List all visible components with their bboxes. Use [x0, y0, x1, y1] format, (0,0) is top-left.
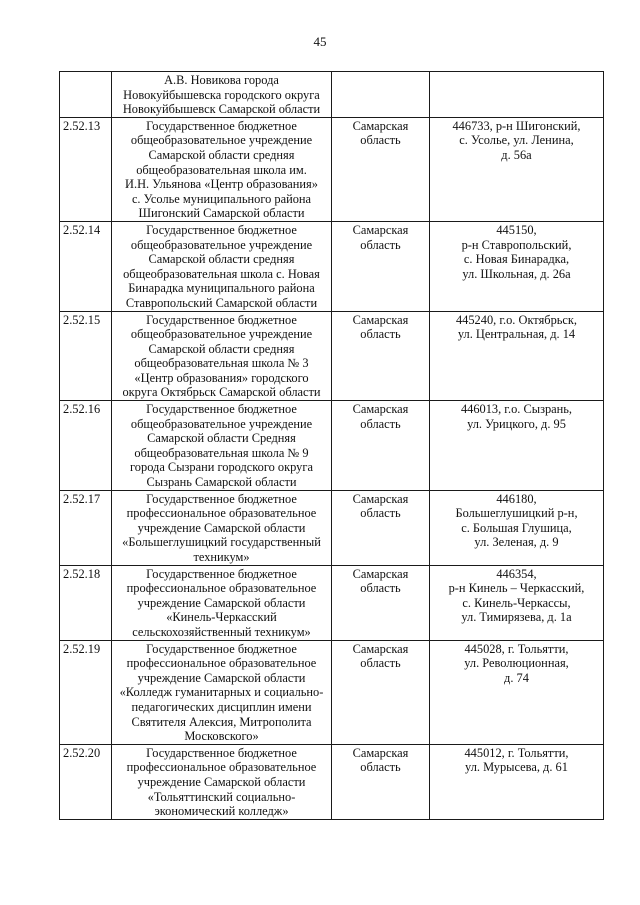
address-line: 446180,	[496, 491, 537, 506]
address-line: ул. Тимирязева, д. 1а	[461, 610, 572, 625]
address-line: д. 56а	[501, 147, 532, 162]
address-line: ул. Мурысева, д. 61	[465, 760, 568, 775]
institution-name-line: Государственное бюджетное	[146, 745, 297, 760]
row-number: 2.52.16	[63, 402, 101, 417]
region-line: Самарская	[352, 745, 409, 760]
address-line: д. 74	[504, 670, 529, 685]
table-row	[60, 744, 604, 819]
institution-name-line: города Сызрани городского округа	[130, 460, 313, 475]
address-cell	[430, 401, 604, 491]
institution-name-line: Шигонский Самарской области	[138, 206, 305, 221]
address-line: 445028, г. Тольятти,	[464, 641, 569, 656]
row-number-cell	[60, 744, 112, 819]
institution-name-line: учреждение Самарской области	[137, 520, 306, 535]
institution-name-line: экономический колледж»	[154, 804, 289, 819]
region-cell	[332, 490, 430, 565]
address-line: ул. Революционная,	[464, 656, 569, 671]
address-cell	[430, 490, 604, 565]
row-number-cell	[60, 640, 112, 744]
institution-name-line: общеобразовательное учреждение	[130, 133, 313, 148]
institution-name-line: Ставропольский Самарской области	[125, 295, 318, 310]
address-line: с. Кинель-Черкассы,	[462, 595, 571, 610]
institution-name-line: педагогических дисциплин имени	[131, 699, 312, 714]
region-line: Самарская	[352, 566, 409, 581]
address-line: 445150,	[496, 222, 537, 237]
table-row	[60, 72, 604, 118]
institution-name-line: А.В. Новикова города	[164, 73, 279, 87]
institution-name-line: Самарской области Средняя	[147, 431, 296, 446]
table-row	[60, 221, 604, 311]
address-line: с. Новая Бинарадка,	[463, 252, 570, 267]
institution-name-line: Государственное бюджетное	[146, 566, 297, 581]
region-cell	[332, 640, 430, 744]
institution-name-line: Государственное бюджетное	[146, 641, 297, 656]
institution-name-line: Новокуйбышевска городского округа	[123, 87, 320, 102]
address-line: 445240, г.о. Октябрьск,	[455, 312, 578, 327]
row-number: 2.52.20	[63, 745, 101, 760]
address-line: ул. Центральная, д. 14	[457, 327, 576, 342]
address-line: Большеглушицкий р-н,	[455, 506, 578, 521]
institution-name-line: общеобразовательная школа им.	[136, 162, 307, 177]
address-line: 446733, р-н Шигонский,	[452, 118, 581, 133]
institution-name-line: Государственное бюджетное	[146, 402, 297, 417]
region-line: Самарская	[352, 118, 409, 133]
institution-name-line: Государственное бюджетное	[146, 312, 297, 327]
row-number-cell	[60, 221, 112, 311]
region-line: Самарская	[352, 312, 409, 327]
address-cell	[430, 744, 604, 819]
table-row	[60, 117, 604, 221]
institution-name-cell	[112, 401, 332, 491]
region-line: область	[360, 506, 401, 521]
institution-name-line: профессиональное образовательное	[126, 581, 317, 596]
region-cell	[332, 117, 430, 221]
institution-name-line: Московского»	[184, 729, 259, 744]
table-row	[60, 490, 604, 565]
address-line: с. Большая Глушица,	[461, 520, 572, 535]
institution-name-line: «Большеглушицкий государственный	[122, 535, 321, 550]
region-line: Самарская	[352, 641, 409, 656]
address-line: ул. Урицкого, д. 95	[467, 416, 566, 431]
institution-name-line: техникум»	[193, 550, 250, 564]
institution-name-line: общеобразовательная школа № 9	[134, 445, 309, 460]
institution-name-line: Самарской области средняя	[148, 341, 295, 356]
institution-name-cell	[112, 72, 332, 118]
address-cell	[430, 565, 604, 640]
address-line: 445012, г. Тольятти,	[464, 745, 569, 760]
address-cell	[430, 640, 604, 744]
address-cell	[430, 72, 604, 118]
row-number: 2.52.19	[63, 641, 101, 656]
institution-name-cell	[112, 565, 332, 640]
institution-name-line: Святителя Алексия, Митрополита	[131, 714, 312, 729]
region-cell	[332, 744, 430, 819]
institution-name-cell	[112, 117, 332, 221]
row-number: 2.52.17	[63, 491, 101, 506]
row-number-cell	[60, 72, 112, 118]
address-line: р-н Ставропольский,	[461, 237, 572, 252]
row-number-cell	[60, 311, 112, 401]
table-row	[60, 640, 604, 744]
institution-name-line: общеобразовательное учреждение	[130, 237, 313, 252]
institutions-table	[59, 71, 604, 820]
region-line: Самарская	[352, 402, 409, 417]
institution-name-line: профессиональное образовательное	[126, 760, 317, 775]
institution-name-line: Самарской области средняя	[148, 252, 295, 267]
region-line: область	[360, 237, 401, 252]
address-line: 446013, г.о. Сызрань,	[460, 402, 573, 417]
institution-name-cell	[112, 221, 332, 311]
institution-name-line: Бинарадка муниципального района	[128, 281, 315, 296]
institution-name-line: учреждение Самарской области	[137, 595, 306, 610]
address-line: ул. Школьная, д. 26а	[462, 266, 571, 281]
institution-name-line: «Тольяттинский социально-	[147, 789, 296, 804]
row-number-cell	[60, 117, 112, 221]
institution-name-line: общеобразовательная школа с. Новая	[123, 266, 320, 281]
institution-name-line: Самарской области средняя	[148, 147, 295, 162]
region-line: область	[360, 581, 401, 596]
institution-name-line: общеобразовательное учреждение	[130, 416, 313, 431]
region-line: Самарская	[352, 222, 409, 237]
institution-name-line: Государственное бюджетное	[146, 491, 297, 506]
institution-name-line: учреждение Самарской области	[137, 670, 306, 685]
row-number-cell	[60, 490, 112, 565]
institution-name-line: Государственное бюджетное	[146, 222, 297, 237]
institution-name-line: Государственное бюджетное	[146, 118, 297, 133]
address-cell	[430, 311, 604, 401]
institution-name-line: «Колледж гуманитарных и социально-	[119, 685, 324, 700]
region-line: Самарская	[352, 491, 409, 506]
institution-name-line: округа Октябрьск Самарской области	[122, 385, 321, 400]
institution-name-cell	[112, 640, 332, 744]
row-number-cell	[60, 565, 112, 640]
table-body	[60, 72, 604, 820]
table-row	[60, 311, 604, 401]
institution-name-line: Новокуйбышевск Самарской области	[122, 102, 321, 117]
region-cell	[332, 565, 430, 640]
institution-name-cell	[112, 311, 332, 401]
institution-name-line: общеобразовательная школа № 3	[134, 356, 309, 371]
institution-name-line: Сызрань Самарской области	[146, 475, 297, 490]
page-number: 45	[313, 34, 327, 49]
region-line: область	[360, 133, 401, 148]
address-line: р-н Кинель – Черкасский,	[448, 581, 585, 596]
region-cell	[332, 401, 430, 491]
row-number: 2.52.14	[63, 222, 101, 237]
row-number: 2.52.18	[63, 566, 101, 581]
row-number: 2.52.15	[63, 312, 101, 327]
institution-name-line: «Кинель-Черкасский	[166, 610, 277, 625]
address-cell	[430, 221, 604, 311]
address-line: с. Усолье, ул. Ленина,	[459, 133, 574, 148]
institution-name-line: с. Усолье муниципального района	[131, 191, 312, 206]
institution-name-cell	[112, 490, 332, 565]
address-cell	[430, 117, 604, 221]
table-row	[60, 565, 604, 640]
region-cell	[332, 311, 430, 401]
institution-name-line: общеобразовательное учреждение	[130, 327, 313, 342]
region-cell	[332, 72, 430, 118]
row-number: 2.52.13	[63, 118, 101, 133]
region-line: область	[360, 656, 401, 671]
institution-name-line: И.Н. Ульянова «Центр образования»	[125, 177, 318, 192]
table-row	[60, 401, 604, 491]
address-line: 446354,	[496, 566, 537, 581]
row-number-cell	[60, 401, 112, 491]
address-line: ул. Зеленая, д. 9	[474, 535, 559, 550]
region-line: область	[360, 416, 401, 431]
institution-name-line: сельскохозяйственный техникум»	[132, 624, 311, 639]
region-line: область	[360, 327, 401, 342]
institution-name-line: учреждение Самарской области	[137, 774, 306, 789]
region-cell	[332, 221, 430, 311]
institution-name-line: профессиональное образовательное	[126, 506, 317, 521]
region-line: область	[360, 760, 401, 775]
institution-name-line: профессиональное образовательное	[126, 656, 317, 671]
institution-name-cell	[112, 744, 332, 819]
institution-name-line: «Центр образования» городского	[134, 370, 309, 385]
